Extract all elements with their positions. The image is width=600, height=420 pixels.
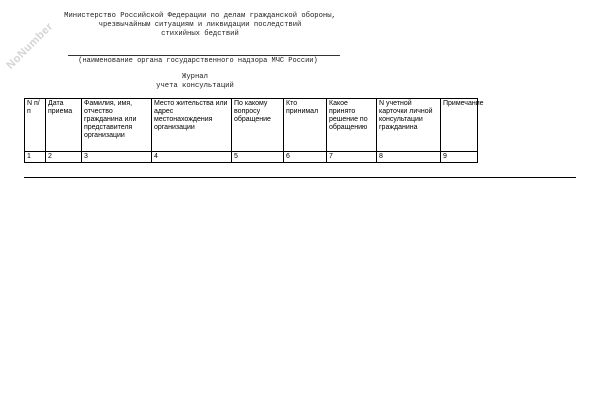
page-separator-line — [24, 177, 576, 178]
column-number-cell: 5 — [232, 152, 284, 163]
column-header-received-by: Кто принимал — [284, 99, 327, 152]
column-header-decision: Какое принято решение по обращению — [327, 99, 377, 152]
column-number-cell: 7 — [327, 152, 377, 163]
ministry-header-line-3: стихийных бедствий — [161, 30, 239, 38]
watermark-logo: NoNumber — [4, 20, 56, 72]
column-number-cell: 1 — [25, 152, 46, 163]
column-number-cell: 4 — [152, 152, 232, 163]
column-number-cell: 6 — [284, 152, 327, 163]
column-number-cell: 2 — [46, 152, 82, 163]
column-header-address: Место жительства или адрес местонахождения организации — [152, 99, 232, 152]
column-header-date: Дата приема — [46, 99, 82, 152]
column-number-cell: 9 — [441, 152, 478, 163]
ministry-header-line-2: чрезвычайным ситуациям и ликвидации последствий — [98, 21, 302, 29]
column-number-cell: 8 — [377, 152, 441, 163]
column-header-card-number: N учетной карточки личной консультации гражданина — [377, 99, 441, 152]
journal-title — [130, 73, 260, 91]
ministry-header-line-1: Министерство Российской Федерации по делам гражданской обороны, — [64, 12, 336, 20]
consultation-journal-table — [24, 98, 484, 163]
column-header-question: По какому вопросу обращение — [232, 99, 284, 152]
table-header-row — [25, 99, 478, 152]
organization-name-caption: (наименование органа государственного надзора МЧС России) — [78, 57, 318, 65]
column-header-note: Примечание — [441, 99, 478, 152]
organization-name-line — [68, 55, 340, 56]
column-header-full-name: Фамилия, имя, отчество гражданина или представителя организации — [82, 99, 152, 152]
journal-title-line-1: Журнал — [182, 73, 208, 81]
journal-title-line-2: учета консультаций — [156, 82, 234, 90]
ministry-header — [0, 12, 400, 39]
table-row — [25, 152, 478, 163]
column-header-number: N п/п — [25, 99, 46, 152]
column-number-cell: 3 — [82, 152, 152, 163]
